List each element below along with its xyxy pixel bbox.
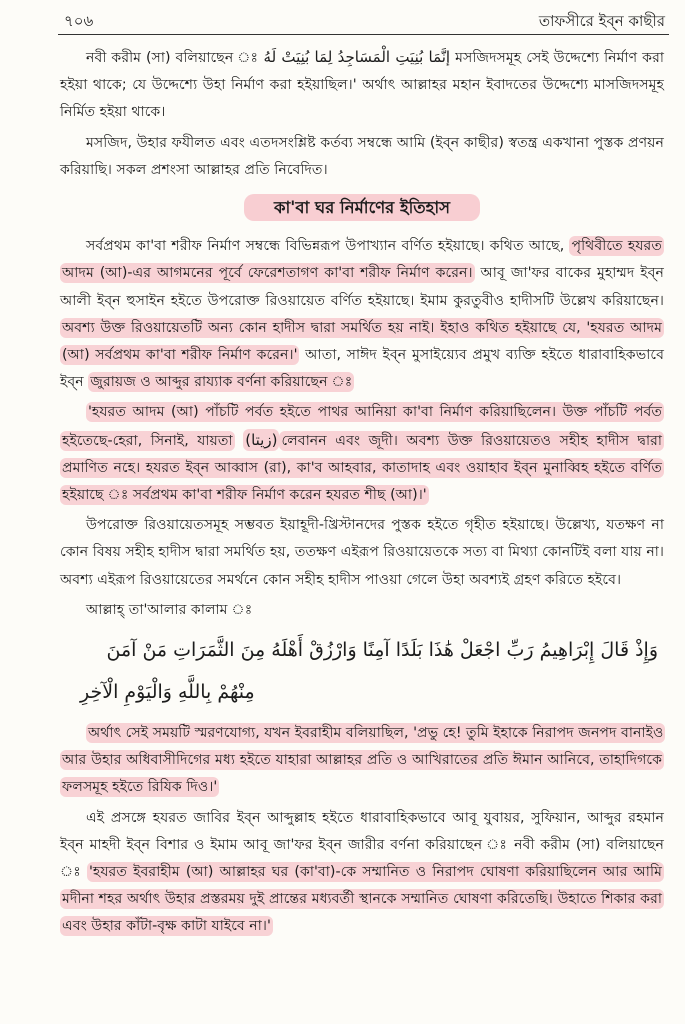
quran-verse-line-2: مِنْهُمْ بِاللَّهِ وَالْيَوْمِ الْآخِرِ: [80, 681, 255, 704]
paragraph-8: [60, 805, 664, 941]
paragraph-1: [60, 44, 664, 127]
p1-arabic: إنَّمَا بُنِيَتِ الْمَسَاجِدُ لِمَا بُنِيَتْ لَهُ: [263, 48, 451, 66]
paragraph-5: উপরোক্ত রিওয়ায়েতসমূহ সম্ভবত ইয়াহূদী-খ্রিস্টানদের পুস্তক হইতে গৃহীত হইয়াছে। উল্লেখ্য, যতক্ষণ না কোন বিষয় সহীহ হাদীস দ্বারা সমর্থিত হয়, ততক্ষণ এইরূপ রিওয়ায়েতকে সত্য বা মিথ্যা কোনটিই বলা যায় না। অবশ্য এইরূপ রিওয়ায়েতের সমর্থনে কোন সহীহ হাদীস পাওয়া গেলে উহা অবশ্যই গ্রহণ করিতে হইবে।: [60, 517, 664, 588]
page-body: [60, 44, 664, 944]
p1-rest: মসজিদসমূহ সেই উদ্দেশ্যে নির্মাণ করা হইয়া থাকে; যে উদ্দেশ্যে উহা নির্মাণ করা হইয়াছিল।' অর্থাৎ আল্লাহর মহান ইবাদতের উদ্দেশ্যে মাসজিদসমূহ নির্মিত হইয়া থাকে।: [60, 50, 664, 121]
p3-highlight-2: অবশ্য উক্ত রিওয়ায়েতটি অন্য কোন হাদীস দ্বারা সমর্থিত হয় নাই। ইহাও কথিত হইয়াছে যে, 'হযরত আদম (আ) সর্বপ্রথম কা'বা শরীফ নির্মাণ করেন।': [62, 319, 662, 364]
paragraph-6: আল্লাহ্ তা'আলার কালাম ঃ: [86, 601, 253, 618]
header-rule: [58, 34, 669, 35]
paragraph-3: [60, 233, 664, 396]
p3-highlight-1: পৃথিবীতে হযরত আদম (আ)-এর আগমনের পূর্বে ফেরেশতাগণ কা'বা শরীফ নির্মাণ করেন।: [62, 238, 662, 282]
p4-arabic: (زيتا): [245, 430, 278, 449]
p4-highlight-a: 'হযরত আদম (আ) পাঁচটি পর্বত হইতে পাথর আনিয়া কা'বা নির্মাণ করিয়াছিলেন। উক্ত পাঁচটি পর্বত হইতেছে-হেরা, সিনাই, যায়তা: [62, 404, 662, 449]
section-heading: [60, 194, 664, 221]
section-heading-text: কা'বা ঘর নির্মাণের ইতিহাস: [244, 194, 480, 221]
p4-highlight-b: লেবানন এবং জূদী। অবশ্য উক্ত রিওয়ায়েতও সহীহ হাদীস দ্বারা প্রমাণিত নহে। হযরত ইব্ন আব্বাস (রা), কা'ব আহবার, কাতাদাহ এবং ওয়াহাব ইব্ন মুনাব্বিহ হইতে বর্ণিত হইয়াছে ঃ সর্বপ্রথম কা'বা শরীফ নির্মাণ করেন হযরত শীছ (আ)।': [62, 432, 662, 504]
p7-highlight: অর্থাৎ সেই সময়টি স্মরণযোগ্য, যখন ইবরাহীম বলিয়াছিল, 'প্রভু হে! তুমি ইহাকে নিরাপদ জনপদ বানাইও আর উহার অধিবাসীদিগের মধ্য হইতে যাহারা আল্লাহর প্রতি ও আখিরাতের প্রতি ঈমান আনিবে, তাহাদিগকে ফলসমূহ হইতে রিযিক দিও।': [62, 725, 664, 796]
p3-part-c: আবূ জা'ফর বাকের মুহাম্মদ ইব্ন আলী ইব্ন হুসাইন হইতে উপরোক্ত রিওয়ায়েত বর্ণিত হইয়াছে। ইমাম কুরতুবীও হাদীসটি উল্লেখ করিয়াছেন।: [60, 265, 665, 309]
running-title: তাফসীরে ইব্ন কাছীর: [538, 12, 665, 30]
paragraph-2: মসজিদ, উহার ফযীলত এবং এতদসংশ্লিষ্ট কর্তব্য সম্বন্ধে আমি (ইব্ন কাছীর) স্বতন্ত্র একখানা পুস্তক প্রণয়ন করিয়াছি। সকল প্রশংসা আল্লাহর প্রতি নিবেদিত।: [60, 134, 664, 178]
paragraph-4: [60, 399, 664, 509]
p3-part-a: সর্বপ্রথম কা'বা শরীফ নির্মাণ সম্বন্ধে বিভিন্নরূপ উপাখ্যান বর্ণিত হইয়াছে। কথিত আছে,: [86, 238, 565, 255]
p3-highlight-3: জুরায়জ ও আব্দুর রায্যাক বর্ণনা করিয়াছেন ঃ: [90, 374, 353, 391]
page-header: [64, 6, 665, 36]
paragraph-7: [60, 720, 664, 802]
p8-intro: এই প্রসঙ্গে হযরত জাবির ইব্ন আব্দুল্লাহ হইতে ধারাবাহিকভাবে আবূ যুবায়র, সুফিয়ান, আব্দুর রহমান ইব্ন মাহদী ইব্ন বিশার ও ইমাম আবূ জা'ফর ইব্ন জারীর বর্ণনা করিয়াছেন ঃ নবী করীম (সা) বলিয়াছেন ঃ: [60, 809, 664, 881]
p1-intro: নবী করীম (সা) বলিয়াছেন ঃ: [86, 50, 259, 66]
quran-verse-line-1: وَإِذْ قَالَ إِبْرَاهِيمُ رَبِّ اجْعَلْ هَٰذَا بَلَدًا آمِنًا وَارْزُقْ أَهْلَهُ مِنَ الثَّمَرَاتِ مَنْ آمَنَ: [106, 639, 658, 662]
p8-highlight: 'হযরত ইবরাহীম (আ) আল্লাহর ঘর (কা'বা)-কে সম্মানিত ও নিরাপদ ঘোষণা করিয়াছিলেন আর আমি মদীনা শহর অর্থাৎ উহার প্রস্তরময় দুই প্রান্তের মধ্যবর্তী স্থানকে সম্মানিত ঘোষণা করিতেছি। উহাতে শিকার করা এবং উহার কাঁটা-বৃক্ষ কাটা যাইবে না।': [62, 864, 662, 935]
page-number: ৭০৬: [64, 12, 94, 30]
p3-part-e: আতা, সাঈদ ইব্ন মুসাইয়্যেব প্রমুখ ব্যক্তি হইতে ধারাবাহিকভাবে ইব্ন: [60, 347, 664, 391]
